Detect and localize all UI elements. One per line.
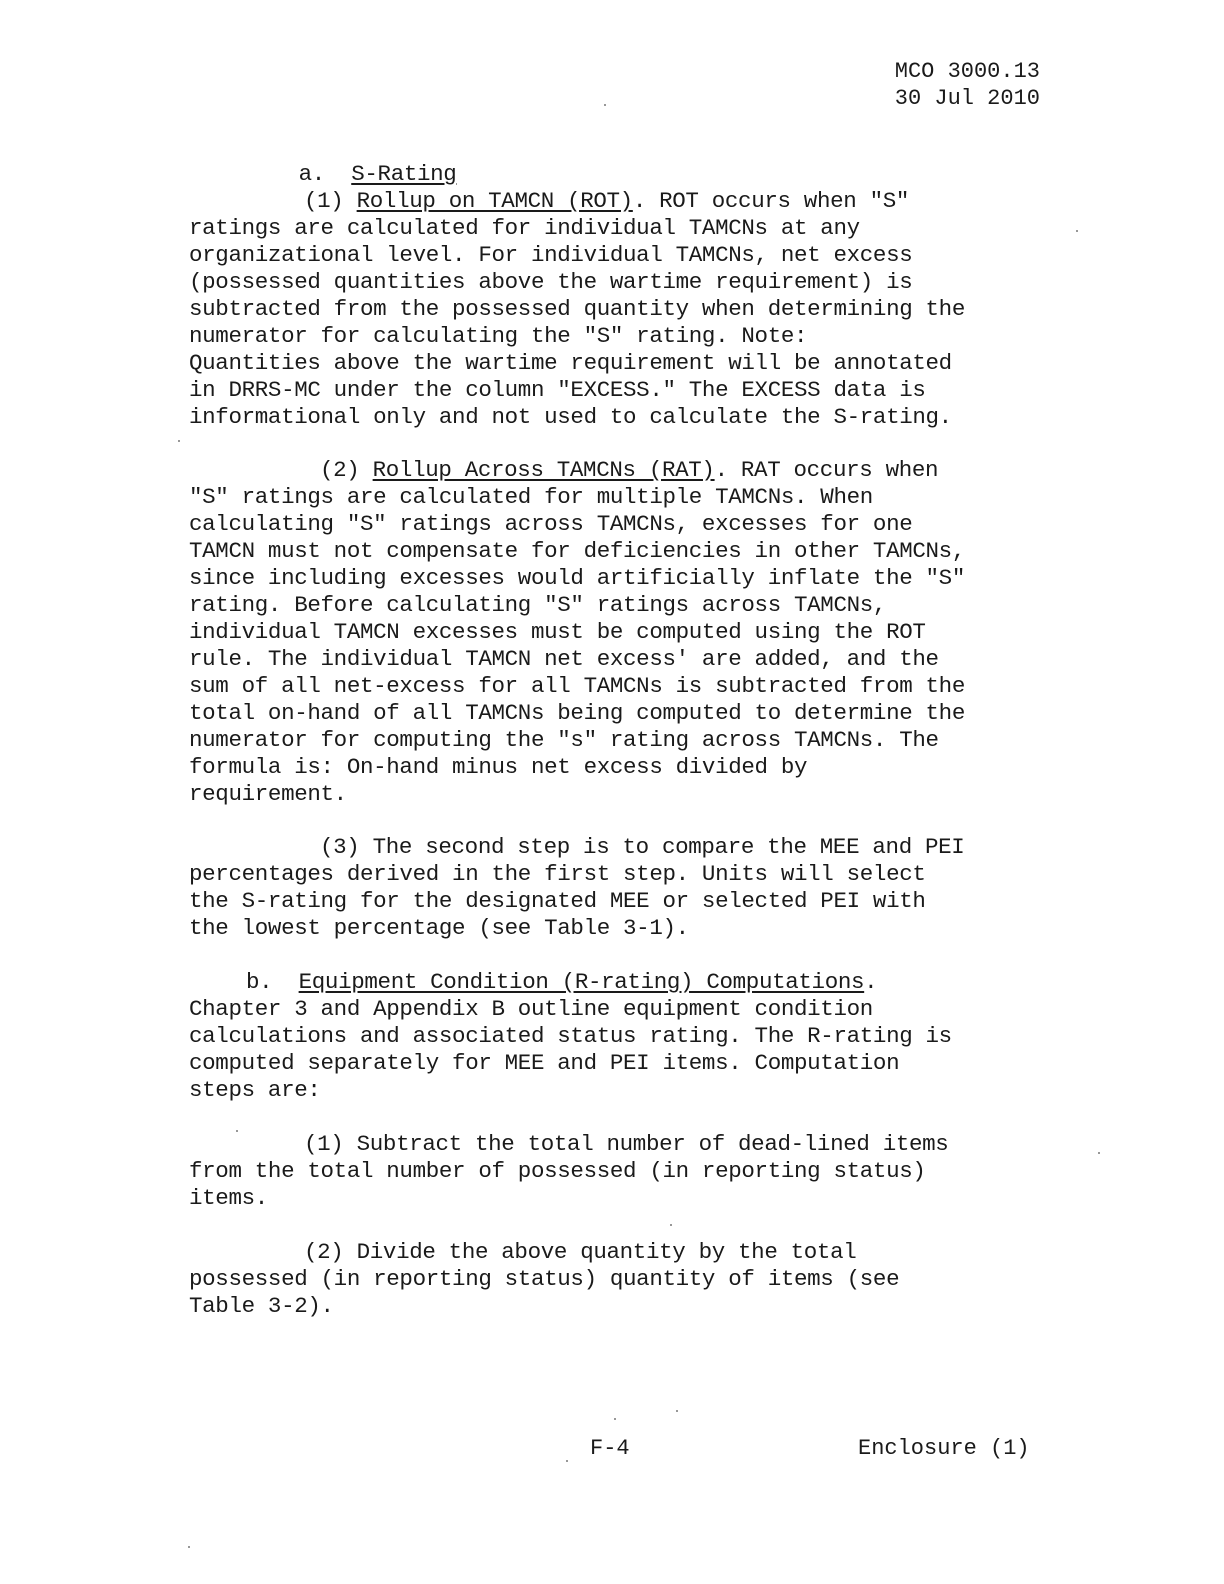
scan-speck	[604, 104, 606, 106]
rot-line: organizational level. For individual TAMCNs, net excess	[189, 242, 913, 268]
rat-line: total on-hand of all TAMCNs being computed to determine the	[189, 700, 965, 726]
rat-line: sum of all net-excess for all TAMCNs is subtracted from the	[189, 673, 965, 699]
page-number: F-4	[590, 1436, 630, 1461]
rot-line: in DRRS-MC under the column "EXCESS." The EXCESS data is	[189, 377, 926, 403]
rat-line: TAMCN must not compensate for deficiencies in other TAMCNs,	[189, 538, 965, 564]
rat-first-line	[320, 457, 938, 484]
rat-title: Rollup Across TAMCNs (RAT)	[372, 457, 715, 483]
scan-speck	[1098, 1152, 1100, 1154]
rat-line: "S" ratings are calculated for multiple TAMCNs. When	[189, 484, 873, 510]
rot-line: (possessed quantities above the wartime requirement) is	[189, 269, 913, 295]
scan-speck	[614, 1418, 616, 1420]
section-b-title: Equipment Condition (R-rating) Computations	[298, 969, 865, 995]
step-b1-line: (1) Subtract the total number of dead-lined items	[304, 1131, 949, 1157]
step3-line: (3) The second step is to compare the MEE and PEI	[320, 834, 965, 860]
scan-speck	[670, 1224, 672, 1226]
section-b-line: computed separately for MEE and PEI items. Computation	[189, 1050, 900, 1076]
section-b-line: calculations and associated status rating. The R-rating is	[189, 1023, 952, 1049]
step-b2-line: possessed (in reporting status) quantity of items (see	[189, 1266, 900, 1292]
step-b2-line: (2) Divide the above quantity by the total	[304, 1239, 857, 1265]
step-b1-line: from the total number of possessed (in reporting status)	[189, 1158, 926, 1184]
scan-speck	[178, 440, 180, 442]
section-b-line: steps are:	[189, 1077, 321, 1103]
rat-line: requirement.	[189, 781, 347, 807]
rot-first-line	[304, 188, 909, 215]
rot-marker: (1)	[304, 188, 344, 214]
section-b-line: .	[864, 969, 878, 995]
enclosure-label: Enclosure (1)	[858, 1436, 1030, 1461]
scan-speck	[236, 1130, 238, 1132]
rot-line: subtracted from the possessed quantity when determining the	[189, 296, 965, 322]
step3-line: percentages derived in the first step. Units will select	[189, 861, 926, 887]
rot-line: informational only and not used to calculate the S-rating.	[189, 404, 952, 430]
section-b-heading	[246, 969, 877, 996]
document-header	[895, 58, 1040, 112]
rat-line: numerator for computing the "s" rating across TAMCNs. The	[189, 727, 939, 753]
section-a-marker: a.	[298, 161, 325, 187]
scan-speck	[566, 1460, 568, 1462]
scan-speck	[676, 1410, 678, 1412]
section-a-title: S-Rating	[351, 161, 457, 187]
step3-line: the S-rating for the designated MEE or selected PEI with	[189, 888, 926, 914]
rot-line: Quantities above the wartime requirement will be annotated	[189, 350, 952, 376]
rat-line: rating. Before calculating "S" ratings across TAMCNs,	[189, 592, 887, 618]
order-date: 30 Jul 2010	[894, 86, 1040, 111]
rot-title: Rollup on TAMCN (ROT)	[356, 188, 633, 214]
scan-speck	[188, 1546, 190, 1548]
step3-line: the lowest percentage (see Table 3-1).	[189, 915, 689, 941]
step-b1-line: items.	[189, 1185, 268, 1211]
rot-line: numerator for calculating the "S" rating. Note:	[189, 323, 808, 349]
rat-line: individual TAMCN excesses must be computed using the ROT	[189, 619, 926, 645]
scan-speck	[1076, 230, 1078, 232]
order-number: MCO 3000.13	[894, 59, 1040, 84]
rat-line: calculating "S" ratings across TAMCNs, excesses for one	[189, 511, 913, 537]
rat-marker: (2)	[320, 457, 360, 483]
rot-line: ratings are calculated for individual TAMCNs at any	[189, 215, 860, 241]
rat-line: . RAT occurs when	[714, 457, 939, 483]
rat-line: formula is: On-hand minus net excess divided by	[189, 754, 808, 780]
rat-line: rule. The individual TAMCN net excess' are added, and the	[189, 646, 939, 672]
section-b-line: Chapter 3 and Appendix B outline equipment condition	[189, 996, 873, 1022]
rot-line: . ROT occurs when "S"	[632, 188, 910, 214]
step-b2-line: Table 3-2).	[189, 1293, 334, 1319]
rat-line: since including excesses would artificially inflate the "S"	[189, 565, 965, 591]
section-b-marker: b.	[246, 969, 273, 995]
